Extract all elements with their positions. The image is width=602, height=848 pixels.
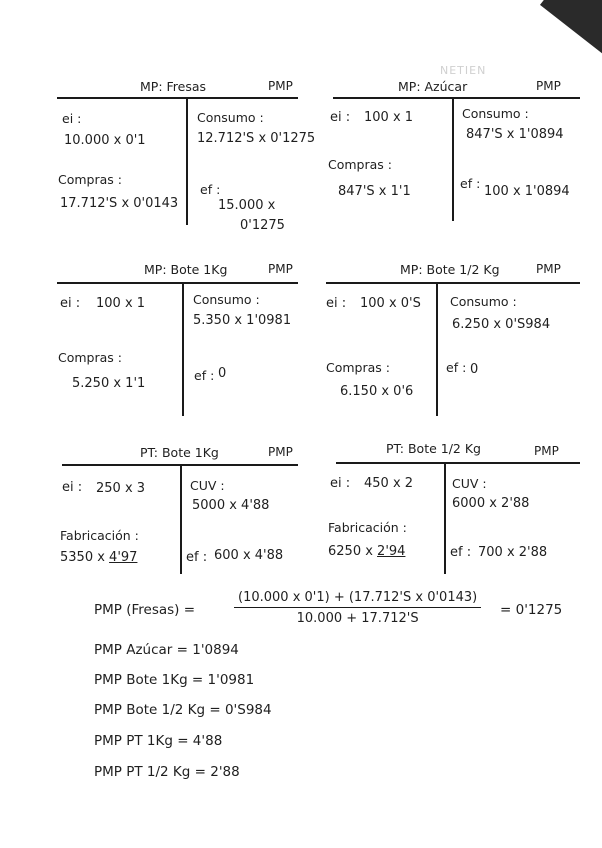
ef-value: 0 bbox=[470, 362, 479, 377]
cuv-value: 5000 x 4'88 bbox=[192, 498, 270, 513]
formula-denominator: 10.000 + 17.712'S bbox=[296, 611, 419, 626]
t-account-divider bbox=[436, 282, 438, 416]
account-title: PT: Bote 1/2 Kg bbox=[386, 441, 481, 456]
ei-value: 100 x 1 bbox=[364, 110, 414, 125]
ei-label: ei : bbox=[330, 476, 351, 491]
cuv-label: CUV : bbox=[452, 476, 487, 491]
t-account-divider bbox=[186, 97, 188, 225]
ef-label: ef : bbox=[186, 550, 208, 565]
account-title: PT: Bote 1Kg bbox=[140, 445, 219, 460]
ei-label: ei : bbox=[330, 110, 351, 125]
ef-value-line-2: 0'1275 bbox=[240, 218, 285, 233]
ei-value: 100 x 0'S bbox=[360, 296, 421, 311]
ef-label: ef : bbox=[200, 182, 221, 197]
ei-value: 100 x 1 bbox=[96, 296, 146, 311]
fabricacion-value: 6250 x 2'94 bbox=[328, 544, 406, 559]
summary-line: PMP PT 1/2 Kg = 2'88 bbox=[94, 764, 240, 780]
account-title: MP: Bote 1Kg bbox=[144, 262, 228, 277]
cuv-label: CUV : bbox=[190, 478, 225, 493]
account-method: PMP bbox=[536, 262, 561, 276]
ei-value: 10.000 x 0'1 bbox=[64, 133, 146, 148]
account-method: PMP bbox=[536, 79, 561, 93]
compras-value: 6.150 x 0'6 bbox=[340, 384, 414, 399]
consumo-label: Consumo : bbox=[450, 294, 517, 309]
t-account-divider bbox=[444, 462, 446, 574]
t-account-top-line bbox=[57, 97, 298, 99]
consumo-label: Consumo : bbox=[462, 106, 529, 121]
cuv-value: 6000 x 2'88 bbox=[452, 496, 530, 511]
ef-label: ef : bbox=[460, 176, 481, 191]
compras-label: Compras : bbox=[326, 360, 390, 375]
account-title: MP: Azúcar bbox=[398, 79, 468, 94]
formula-result: = 0'1275 bbox=[500, 602, 563, 618]
t-account-top-line bbox=[333, 97, 580, 99]
compras-value: 17.712'S x 0'0143 bbox=[60, 196, 179, 211]
ef-value: 700 x 2'88 bbox=[478, 545, 548, 560]
ef-value: 0 bbox=[218, 366, 227, 381]
bleed-through-text: NETIEN bbox=[440, 64, 487, 77]
consumo-value: 12.712'S x 0'1275 bbox=[197, 131, 316, 146]
consumo-value: 6.250 x 0'S984 bbox=[452, 317, 551, 332]
fabricacion-value: 5350 x 4'97 bbox=[60, 550, 138, 565]
summary-line: PMP Bote 1Kg = 1'0981 bbox=[94, 672, 255, 688]
account-method: PMP bbox=[534, 444, 559, 458]
ef-label: ef : bbox=[450, 545, 472, 560]
ei-label: ei : bbox=[62, 111, 82, 126]
ef-label: ef : bbox=[446, 360, 467, 375]
t-account-top-line bbox=[336, 462, 580, 464]
compras-label: Compras : bbox=[58, 172, 122, 187]
consumo-value: 5.350 x 1'0981 bbox=[193, 313, 292, 328]
summary-line: PMP Bote 1/2 Kg = 0'S984 bbox=[94, 702, 272, 718]
t-account-divider bbox=[182, 282, 184, 416]
formula-lhs: PMP (Fresas) = bbox=[94, 602, 196, 618]
ef-label: ef : bbox=[194, 368, 215, 383]
t-account-divider bbox=[452, 97, 454, 221]
ei-label: ei : bbox=[62, 480, 83, 495]
compras-label: Compras : bbox=[328, 157, 392, 172]
ef-value: 100 x 1'0894 bbox=[484, 184, 570, 199]
t-account-divider bbox=[180, 464, 182, 574]
formula-numerator: (10.000 x 0'1) + (17.712'S x 0'0143) bbox=[234, 590, 481, 608]
fabricacion-label: Fabricación : bbox=[328, 520, 407, 535]
t-account-top-line bbox=[326, 282, 580, 284]
compras-value: 5.250 x 1'1 bbox=[72, 376, 146, 391]
ei-label: ei : bbox=[60, 296, 81, 311]
formula-fraction bbox=[234, 590, 481, 626]
consumo-label: Consumo : bbox=[193, 292, 260, 307]
t-account-top-line bbox=[57, 282, 298, 284]
account-method: PMP bbox=[268, 445, 293, 459]
summary-line: PMP Azúcar = 1'0894 bbox=[94, 642, 239, 658]
fabricacion-label: Fabricación : bbox=[60, 528, 139, 543]
ef-value: 600 x 4'88 bbox=[214, 548, 284, 563]
ef-value-line-1: 15.000 x bbox=[218, 198, 276, 213]
account-title: MP: Fresas bbox=[140, 79, 207, 94]
consumo-value: 847'S x 1'0894 bbox=[466, 127, 564, 142]
compras-label: Compras : bbox=[58, 350, 122, 365]
ei-value: 450 x 2 bbox=[364, 476, 414, 491]
account-title: MP: Bote 1/2 Kg bbox=[400, 262, 500, 277]
account-method: PMP bbox=[268, 262, 293, 276]
summary-line: PMP PT 1Kg = 4'88 bbox=[94, 733, 223, 749]
compras-value: 847'S x 1'1 bbox=[338, 184, 411, 199]
account-method: PMP bbox=[268, 79, 293, 93]
consumo-label: Consumo : bbox=[197, 110, 264, 125]
ei-label: ei : bbox=[326, 296, 347, 311]
ei-value: 250 x 3 bbox=[96, 481, 146, 496]
page-corner-shadow bbox=[540, 0, 602, 60]
